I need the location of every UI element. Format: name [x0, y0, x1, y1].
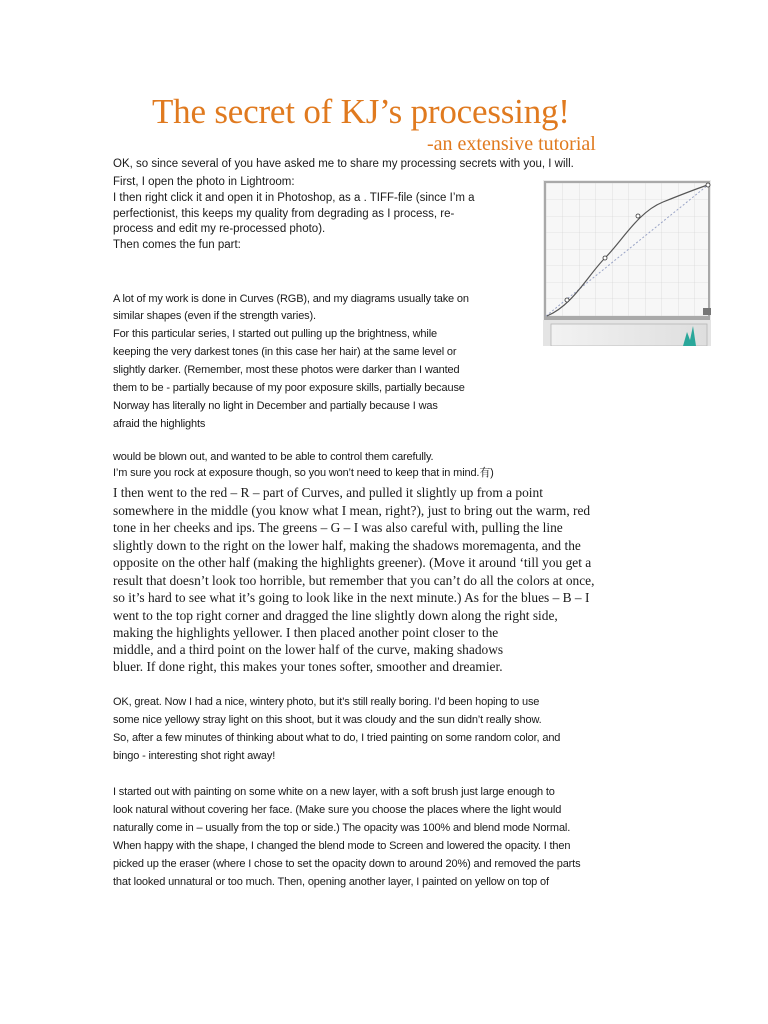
paragraph-line: First, I open the photo in Lightroom:: [113, 176, 295, 188]
paragraph-line: slightly darker. (Remember, most these photos were darker than I wanted: [113, 364, 460, 376]
paragraph-line: I then went to the red – R – part of Curves, and pulled it slightly up from a point: [113, 485, 543, 500]
paragraph-line: would be blown out, and wanted to be able to control them carefully.: [113, 451, 434, 463]
paragraph-line: result that doesn’t look too horrible, but remember that you can’t do all the colors at once,: [113, 573, 595, 588]
paragraph-line: similar shapes (even if the strength varies).: [113, 310, 316, 322]
paragraph-line: naturally come in – usually from the top or side.) The opacity was 100% and blend mode Normal.: [113, 822, 571, 834]
paragraph-line: For this particular series, I started out pulling up the brightness, while: [113, 328, 437, 340]
paragraph-line: So, after a few minutes of thinking about what to do, I tried painting on some random color, and: [113, 732, 561, 744]
document-title: The secret of KJ’s processing!: [152, 92, 570, 131]
paragraph-line: Norway has literally no light in December and partially because I was: [113, 400, 438, 412]
paragraph-line: I then right click it and open it in Photoshop, as a . TIFF-file (since I’m a: [113, 192, 475, 204]
paragraph-line: perfectionist, this keeps my quality from degrading as I process, re-: [113, 208, 455, 220]
paragraph-line: bluer. If done right, this makes your tones softer, smoother and dreamier.: [113, 659, 503, 674]
paragraph-line: went to the top right corner and dragged the line slightly down along the right side,: [113, 608, 558, 623]
paragraph-line: bingo - interesting shot right away!: [113, 750, 276, 762]
paragraph-line: so it’s hard to see what it’s going to look like in the next minute.) As for the blues – B – I: [113, 590, 590, 605]
paragraph-line: some nice yellowy stray light on this shoot, but it was cloudy and the sun didn’t really show.: [113, 714, 542, 726]
paragraph-line: OK, so since several of you have asked me to share my processing secrets with you, I will.: [113, 158, 574, 170]
curves-panel-image: [543, 180, 711, 346]
paragraph-line: tone in her cheeks and ips. The greens – G – I was also careful with, pulling the line: [113, 520, 563, 535]
paragraph-line: process and edit my re-processed photo).: [113, 223, 326, 235]
paragraph-line: I’m sure you rock at exposure though, so you won’t need to keep that in mind.有): [113, 467, 494, 479]
paragraph-line: opposite on the other half (making the highlights greener). (Move it around ‘till you get a: [113, 555, 592, 570]
paragraph-line: When happy with the shape, I changed the blend mode to Screen and lowered the opacity. I then: [113, 840, 571, 852]
paragraph-line: them to be - partially because of my poor exposure skills, partially because: [113, 382, 465, 394]
paragraph-line: Then comes the fun part:: [113, 239, 241, 251]
paragraph-line: slightly down to the right on the lower half, making the shadows moremagenta, and the: [113, 538, 581, 553]
paragraph-line: somewhere in the middle (you know what I mean, right?), just to bring out the warm, red: [113, 503, 591, 518]
paragraph-line: look natural without covering her face. (Make sure you choose the places where the light would: [113, 804, 562, 816]
paragraph-line: that looked unnatural or too much. Then, opening another layer, I painted on yellow on top of: [113, 876, 549, 888]
paragraph-line: I started out with painting on some white on a new layer, with a soft brush just large enough to: [113, 786, 555, 798]
paragraph-line: keeping the very darkest tones (in this case her hair) at the same level or: [113, 346, 457, 358]
paragraph-line: making the highlights yellower. I then placed another point closer to the: [113, 625, 499, 640]
paragraph-line: middle, and a third point on the lower half of the curve, making shadows: [113, 642, 504, 657]
paragraph-line: OK, great. Now I had a nice, wintery photo, but it’s still really boring. I’d been hoping to use: [113, 696, 540, 708]
paragraph-line: A lot of my work is done in Curves (RGB), and my diagrams usually take on: [113, 293, 469, 305]
paragraph-line: afraid the highlights: [113, 418, 206, 430]
paragraph-line: picked up the eraser (where I chose to set the opacity down to around 20%) and removed the parts: [113, 858, 581, 870]
document-subtitle: -an extensive tutorial: [427, 133, 596, 155]
